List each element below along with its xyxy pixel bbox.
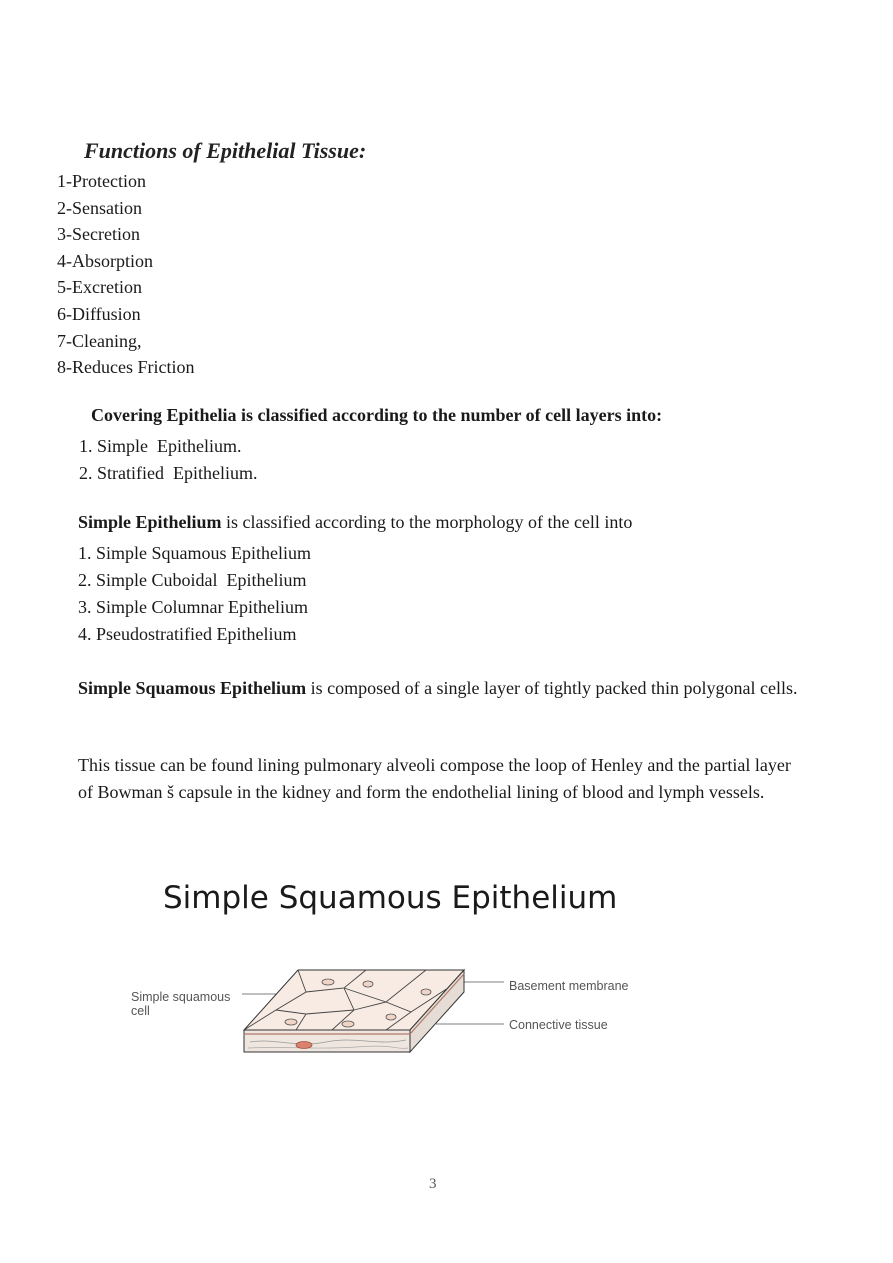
- list-item: 2. Stratified Epithelium.: [79, 463, 258, 483]
- label-simple-squamous-cell: Simple squamous cell: [131, 990, 231, 1018]
- functions-title: Functions of Epithelial Tissue:: [84, 138, 367, 163]
- list-item: 8-Reduces Friction: [57, 357, 195, 378]
- list-item: 7-Cleaning,: [57, 330, 142, 351]
- list-item: 3. Simple Columnar Epithelium: [78, 597, 308, 617]
- list-item: 1-Protection: [57, 171, 146, 191]
- cell-nucleus: [296, 1042, 312, 1049]
- figure-title: Simple Squamous Epithelium: [163, 880, 618, 916]
- epithelium-diagram: [236, 962, 511, 1062]
- simple-rest: is classified according to the morphology of the cell into: [221, 512, 633, 532]
- squamous-term: Simple Squamous Epithelium: [78, 678, 307, 698]
- list-item: 2. Simple Cuboidal Epithelium: [78, 570, 307, 590]
- label-basement-membrane: Basement membrane: [509, 979, 629, 993]
- covering-list: [79, 433, 257, 487]
- list-item: 4. Pseudostratified Epithelium: [78, 624, 297, 644]
- lining-paragraph: This tissue can be found lining pulmonary alveoli compose the loop of Henley and the partial layer of Bowman š capsule in the kidney and form the endothelial lining of blood and lymph vessels.: [78, 755, 791, 802]
- covering-heading: Covering Epithelia is classified according to the number of cell layers into:: [91, 405, 663, 425]
- list-item: 4-Absorption: [57, 250, 153, 271]
- label-connective-tissue: Connective tissue: [509, 1018, 608, 1032]
- simple-intro: [78, 512, 632, 533]
- list-item: 1. Simple Squamous Epithelium: [78, 543, 311, 563]
- list-item: 5-Excretion: [57, 277, 142, 298]
- squamous-rest: is composed of a single layer of tightly packed thin polygonal cells.: [306, 678, 798, 698]
- list-item: 1. Simple Epithelium.: [79, 436, 242, 456]
- functions-list: [57, 168, 194, 381]
- page-number: 3: [429, 1176, 437, 1192]
- list-item: 2-Sensation: [57, 197, 142, 218]
- simple-term: Simple Epithelium: [78, 512, 222, 532]
- squamous-paragraph: [78, 673, 808, 703]
- simple-list: [78, 540, 311, 648]
- list-item: 3-Secretion: [57, 224, 140, 245]
- list-item: 6-Diffusion: [57, 303, 141, 324]
